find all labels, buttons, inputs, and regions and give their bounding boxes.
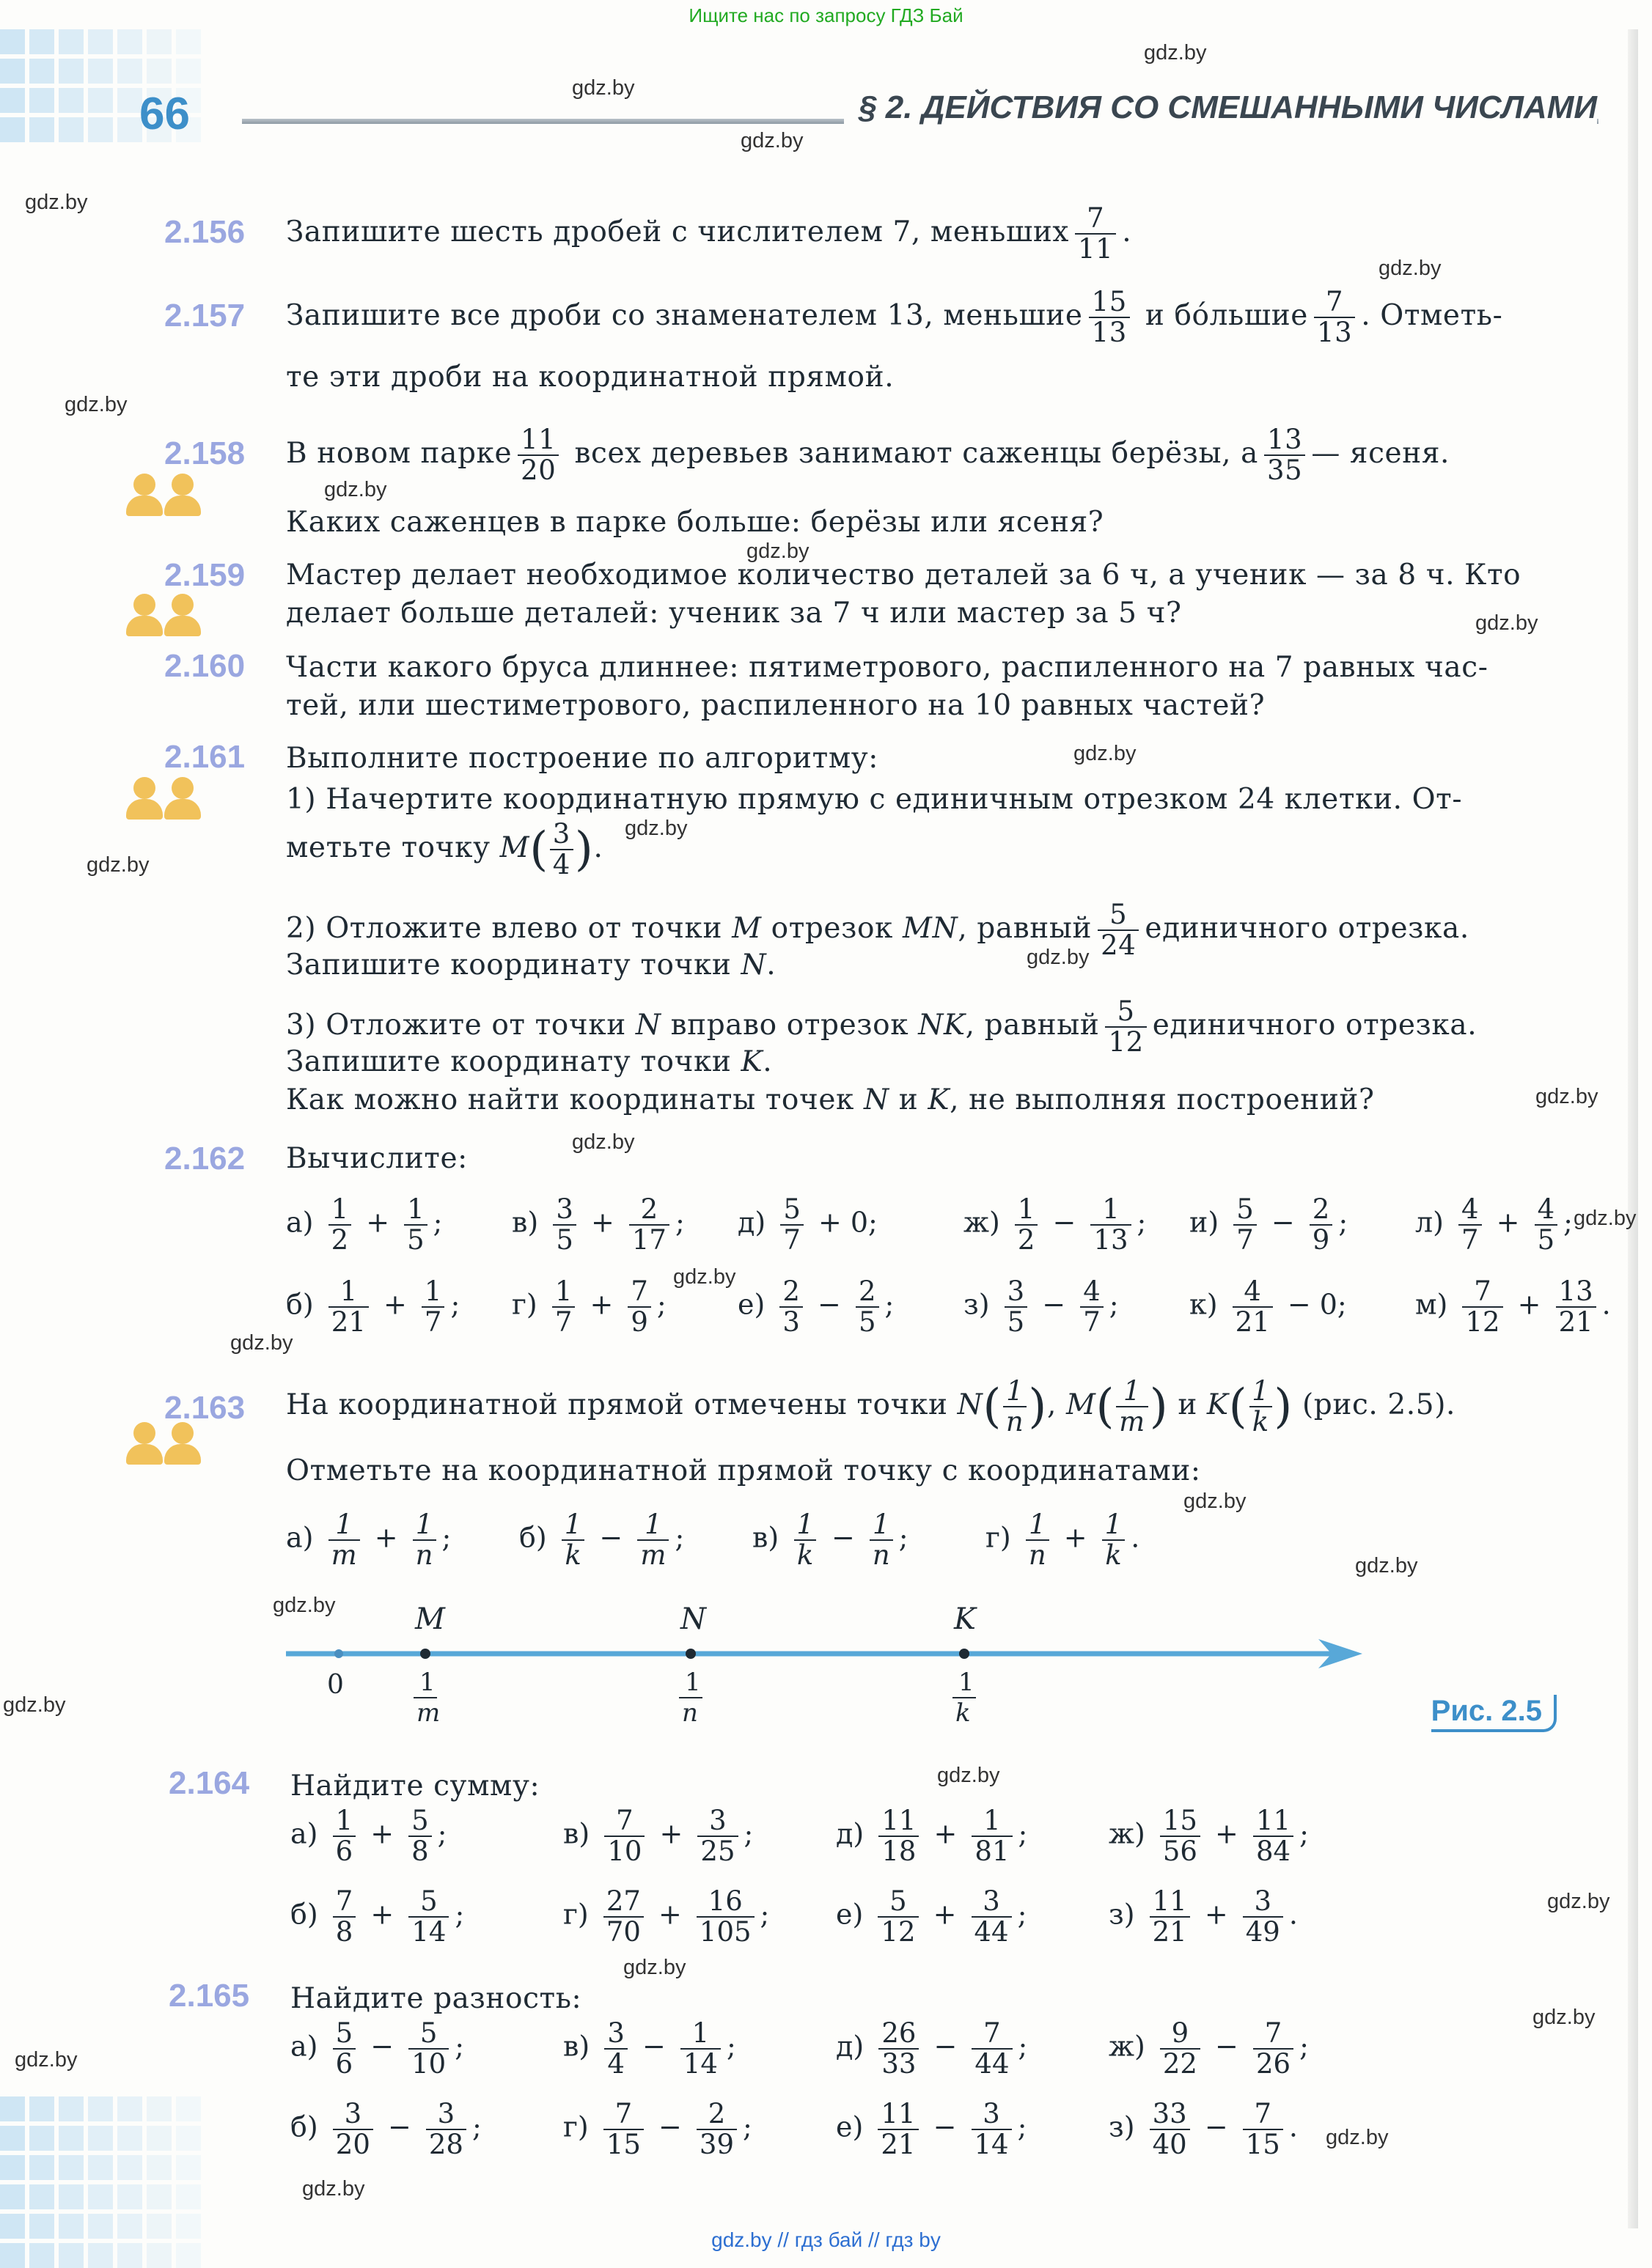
exercise-2-165-item: в) $\frac{3}{4}$ − $\frac{1}{14}$ ; <box>563 2017 736 2080</box>
problem-2-161-intro: Выполните построение по алгоритму: <box>286 742 879 775</box>
origin-point <box>334 1649 343 1658</box>
problem-number: 2.159 <box>164 557 246 593</box>
exercise-2-162-item: и) $\frac{5}{7}$ − $\frac{2}{9}$ ; <box>1189 1193 1348 1256</box>
decor-tile <box>117 2214 142 2239</box>
watermark: gdz.by <box>25 191 88 214</box>
corner-tiles-bottom <box>0 2096 213 2264</box>
decor-tile <box>59 2126 84 2151</box>
problem-2-163: На координатной прямой отмечены точки N( $\frac{1}{n}$ ), M( $\frac{1}{m}$ ) и K( $\frac{1}{k}$ ) (рис. 2.5). <box>286 1375 1456 1437</box>
problem-number: 2.165 <box>169 1978 250 2014</box>
decor-tile <box>0 2096 25 2121</box>
exercise-2-162-item: к) $\frac{4}{21}$ − 0; <box>1189 1275 1347 1338</box>
watermark: gdz.by <box>65 393 128 416</box>
decor-tile <box>29 2096 54 2121</box>
problem-number: 2.164 <box>169 1765 250 1801</box>
problem-2-161-step2: 2) Отложите влево от точки M отрезок MN, равный $\frac{5}{24}$ единичного отрезка. <box>286 899 1469 961</box>
decor-tile <box>29 2214 54 2239</box>
watermark: gdz.by <box>302 2177 365 2201</box>
pair-work-icon <box>126 777 204 820</box>
problem-2-159: Мастер делает необходимое количество деталей за 6 ч, а ученик — за 8 ч. Кто <box>286 559 1521 592</box>
problem-2-158-line2: Каких саженцев в парке больше: берёзы или ясеня? <box>286 506 1104 539</box>
exercise-2-162-item: л) $\frac{4}{7}$ + $\frac{4}{5}$ ; <box>1415 1193 1573 1256</box>
problem-2-156: Запишите шесть дробей с числителем 7, меньших $\frac{7}{11}$ . <box>286 202 1132 265</box>
watermark: gdz.by <box>230 1331 293 1355</box>
watermark: gdz.by <box>1532 2006 1596 2029</box>
exercise-2-164-item: д) $\frac{11}{18}$ + $\frac{1}{81}$ ; <box>836 1805 1028 1867</box>
exercise-2-162-item: в) $\frac{3}{5}$ + $\frac{2}{17}$ ; <box>512 1193 685 1256</box>
watermark: gdz.by <box>1144 41 1207 65</box>
watermark: gdz.by <box>623 1956 686 1979</box>
decor-tile <box>88 2096 113 2121</box>
exercise-2-164-item: а) $\frac{1}{6}$ + $\frac{5}{8}$ ; <box>290 1805 447 1867</box>
point-coord-denominator: m <box>416 1698 441 1728</box>
exercise-2-162-item: а) $\frac{1}{2}$ + $\frac{1}{5}$ ; <box>286 1193 443 1256</box>
decor-tile <box>88 2184 113 2209</box>
exercise-2-165-item: г) $\frac{7}{15}$ − $\frac{2}{39}$ ; <box>563 2098 752 2160</box>
exercise-2-164-item: ж) $\frac{15}{56}$ + $\frac{11}{84}$ ; <box>1109 1805 1309 1867</box>
decor-tile <box>0 59 25 84</box>
decor-tile <box>147 2126 172 2151</box>
decor-tile <box>88 2243 113 2268</box>
exercise-2-165-item: ж) $\frac{9}{22}$ − $\frac{7}{26}$ ; <box>1109 2017 1309 2080</box>
decor-tile <box>29 2184 54 2209</box>
watermark: gdz.by <box>937 1764 1000 1787</box>
decor-tile <box>88 59 113 84</box>
decor-tile <box>117 2126 142 2151</box>
decor-tile <box>29 2126 54 2151</box>
page-edge <box>1628 29 1638 2228</box>
watermark: gdz.by <box>1547 1890 1610 1913</box>
decor-tile <box>176 2243 201 2268</box>
pair-work-icon <box>126 594 204 636</box>
decor-tile <box>147 59 172 84</box>
decor-tile <box>59 59 84 84</box>
top-search-link[interactable]: Ищите нас по запросу ГДЗ Бай <box>689 4 963 26</box>
problem-2-161-step2b: Запишите координату точки N. <box>286 949 777 982</box>
decor-tile <box>88 2155 113 2180</box>
exercise-2-165-item: а) $\frac{5}{6}$ − $\frac{5}{10}$ ; <box>290 2017 465 2080</box>
exercise-2-162-item: м) $\frac{7}{12}$ + $\frac{13}{21}$ . <box>1415 1275 1611 1338</box>
watermark: gdz.by <box>1073 742 1137 765</box>
point-K <box>959 1649 969 1659</box>
watermark: gdz.by <box>1475 611 1538 635</box>
point-label-K: K <box>954 1602 976 1636</box>
watermark: gdz.by <box>15 2048 78 2072</box>
decor-tile <box>0 2155 25 2180</box>
point-coord-numerator: 1 <box>685 1668 701 1697</box>
decor-tile <box>147 2184 172 2209</box>
problem-number: 2.157 <box>164 298 246 334</box>
decor-tile <box>0 117 25 142</box>
decor-tile <box>147 2214 172 2239</box>
exercise-2-164-item: з) $\frac{11}{21}$ + $\frac{3}{49}$ . <box>1109 1885 1298 1948</box>
point-coord-denominator: k <box>955 1698 971 1728</box>
decor-tile <box>59 2155 84 2180</box>
exercise-2-164-item: б) $\frac{7}{8}$ + $\frac{5}{14}$ ; <box>290 1885 465 1948</box>
exercise-2-163-item: в) $\frac{1}{k}$ − $\frac{1}{n}$ ; <box>752 1509 908 1571</box>
problem-number: 2.160 <box>164 648 246 684</box>
watermark: gdz.by <box>1183 1490 1247 1513</box>
decor-tile <box>0 29 25 54</box>
decor-tile <box>117 117 142 142</box>
decor-tile <box>176 2126 201 2151</box>
watermark: gdz.by <box>3 1693 66 1717</box>
problem-2-160: Части какого бруса длиннее: пятиметрового, распиленного на 7 равных час- <box>286 651 1488 684</box>
decor-tile <box>176 2184 201 2209</box>
exercise-2-162-item: з) $\frac{3}{5}$ − $\frac{4}{7}$ ; <box>963 1275 1119 1338</box>
exercise-2-162-item: б) $\frac{1}{21}$ + $\frac{1}{7}$ ; <box>286 1275 460 1338</box>
decor-tile <box>59 2184 84 2209</box>
decor-tile <box>88 29 113 54</box>
exercise-2-164-item: г) $\frac{27}{70}$ + $\frac{16}{105}$ ; <box>563 1885 770 1948</box>
decor-tile <box>0 88 25 113</box>
section-title: § 2. ДЕЙСТВИЯ СО СМЕШАННЫМИ ЧИСЛАМИ <box>844 89 1597 126</box>
watermark: gdz.by <box>746 540 810 563</box>
exercise-2-162-item: ж) $\frac{1}{2}$ − $\frac{1}{13}$ ; <box>963 1193 1147 1256</box>
decor-tile <box>117 29 142 54</box>
problem-2-161-step1b: метьте точку M( $\frac{3}{4}$ ). <box>286 818 603 880</box>
point-label-N: N <box>680 1602 706 1636</box>
watermark: gdz.by <box>673 1265 736 1289</box>
decor-tile <box>59 117 84 142</box>
problem-number: 2.163 <box>164 1390 246 1426</box>
problem-2-165-intro: Найдите разность: <box>290 1982 582 2015</box>
origin-label: 0 <box>327 1670 344 1700</box>
decor-tile <box>176 2096 201 2121</box>
exercise-2-163-item: а) $\frac{1}{m}$ + $\frac{1}{n}$ ; <box>286 1509 452 1571</box>
point-M <box>420 1649 430 1659</box>
decor-tile <box>117 2096 142 2121</box>
problem-2-164-intro: Найдите сумму: <box>290 1770 540 1803</box>
decor-tile <box>59 29 84 54</box>
exercise-2-163-item: б) $\frac{1}{k}$ − $\frac{1}{m}$ ; <box>519 1509 685 1571</box>
exercise-2-162-item: д) $\frac{5}{7}$ + 0; <box>738 1193 878 1256</box>
problem-number: 2.156 <box>164 214 246 250</box>
number-line-figure <box>279 1598 1378 1745</box>
pair-work-icon <box>126 1422 204 1465</box>
watermark: gdz.by <box>625 817 688 840</box>
decor-tile <box>117 2155 142 2180</box>
bottom-site-links[interactable]: gdz.by // гдз бай // гдз by <box>711 2228 941 2251</box>
exercise-2-162-item: г) $\frac{1}{7}$ + $\frac{7}{9}$ ; <box>512 1275 667 1338</box>
watermark: gdz.by <box>87 853 150 877</box>
exercise-2-165-item: д) $\frac{26}{33}$ − $\frac{7}{44}$ ; <box>836 2017 1028 2080</box>
exercise-2-165-item: е) $\frac{11}{21}$ − $\frac{3}{14}$ ; <box>836 2098 1027 2160</box>
problem-2-161-step3: 3) Отложите от точки N вправо отрезок NK, равный $\frac{5}{12}$ единичного отрезка. <box>286 995 1477 1058</box>
decor-tile <box>59 2243 84 2268</box>
decor-tile <box>0 2214 25 2239</box>
watermark: gdz.by <box>1027 946 1090 969</box>
decor-tile <box>59 2214 84 2239</box>
problem-2-158: В новом парке $\frac{11}{20}$ всех деревьев занимают саженцы берёзы, а $\frac{13}{35}$ — ясеня. <box>286 424 1450 486</box>
decor-tile <box>117 59 142 84</box>
decor-tile <box>176 29 201 54</box>
exercise-2-164-item: е) $\frac{5}{12}$ + $\frac{3}{44}$ ; <box>836 1885 1027 1948</box>
decor-tile <box>29 2243 54 2268</box>
decor-tile <box>147 2096 172 2121</box>
figure-caption: Рис. 2.5 <box>1431 1695 1557 1732</box>
decor-tile <box>29 29 54 54</box>
pair-work-icon <box>126 474 204 516</box>
problem-2-161-question: Как можно найти координаты точек N и K, не выполняя построений? <box>286 1083 1375 1116</box>
watermark: gdz.by <box>1574 1207 1637 1230</box>
watermark: gdz.by <box>1355 1554 1418 1577</box>
decor-tile <box>29 117 54 142</box>
problem-2-161-step1: 1) Начертите координатную прямую с единичным отрезком 24 клетки. От- <box>286 783 1463 816</box>
problem-number: 2.161 <box>164 739 246 775</box>
problem-2-162-intro: Вычислите: <box>286 1142 468 1175</box>
decor-tile <box>59 88 84 113</box>
watermark: gdz.by <box>273 1594 336 1617</box>
watermark: gdz.by <box>741 129 804 152</box>
decor-tile <box>117 2184 142 2209</box>
watermark: gdz.by <box>1535 1085 1598 1108</box>
watermark: gdz.by <box>572 1130 635 1154</box>
decor-tile <box>29 88 54 113</box>
watermark: gdz.by <box>572 76 635 100</box>
problem-number: 2.162 <box>164 1141 246 1177</box>
watermark: gdz.by <box>1378 257 1442 280</box>
decor-tile <box>88 117 113 142</box>
decor-tile <box>147 2155 172 2180</box>
page-number: 66 <box>139 89 190 139</box>
decor-tile <box>176 59 201 84</box>
exercise-2-162-item: е) $\frac{2}{3}$ − $\frac{2}{5}$ ; <box>738 1275 895 1338</box>
watermark: gdz.by <box>1326 2126 1389 2149</box>
exercise-2-165-item: з) $\frac{33}{40}$ − $\frac{7}{15}$ . <box>1109 2098 1298 2160</box>
decor-tile <box>176 2155 201 2180</box>
decor-tile <box>59 2096 84 2121</box>
exercise-2-164-item: в) $\frac{7}{10}$ + $\frac{3}{25}$ ; <box>563 1805 754 1867</box>
problem-2-160-line2: тей, или шестиметрового, распиленного на 10 равных частей? <box>286 689 1266 722</box>
decor-tile <box>29 2155 54 2180</box>
problem-2-157: Запишите все дроби со знаменателем 13, меньшие $\frac{15}{13}$ и бо́льшие $\frac{7}{13}$ . Отметь- <box>286 286 1503 348</box>
decor-tile <box>117 2243 142 2268</box>
point-label-M: M <box>415 1602 445 1636</box>
decor-tile <box>29 59 54 84</box>
decor-tile <box>88 2214 113 2239</box>
problem-2-163-line2: Отметьте на координатной прямой точку с координатами: <box>286 1454 1201 1487</box>
problem-2-157-line2: те эти дроби на координатной прямой. <box>286 361 895 394</box>
point-coord-numerator: 1 <box>419 1668 436 1697</box>
decor-tile <box>0 2184 25 2209</box>
decor-tile <box>147 29 172 54</box>
point-N <box>686 1649 696 1659</box>
point-coord-numerator: 1 <box>958 1668 974 1697</box>
problem-number: 2.158 <box>164 435 246 471</box>
decor-tile <box>88 2126 113 2151</box>
decor-tile <box>147 2243 172 2268</box>
point-coord-denominator: n <box>682 1698 698 1728</box>
decor-tile <box>88 88 113 113</box>
exercise-2-165-item: б) $\frac{3}{20}$ − $\frac{3}{28}$ ; <box>290 2098 482 2160</box>
decor-tile <box>176 2214 201 2239</box>
watermark: gdz.by <box>324 478 387 501</box>
decor-tile <box>117 88 142 113</box>
exercise-2-163-item: г) $\frac{1}{n}$ + $\frac{1}{k}$ . <box>985 1509 1140 1571</box>
decor-tile <box>0 2126 25 2151</box>
problem-2-161-step3b: Запишите координату точки K. <box>286 1045 773 1078</box>
problem-2-159-line2: делает больше деталей: ученик за 7 ч или мастер за 5 ч? <box>286 597 1182 630</box>
decor-tile <box>0 2243 25 2268</box>
